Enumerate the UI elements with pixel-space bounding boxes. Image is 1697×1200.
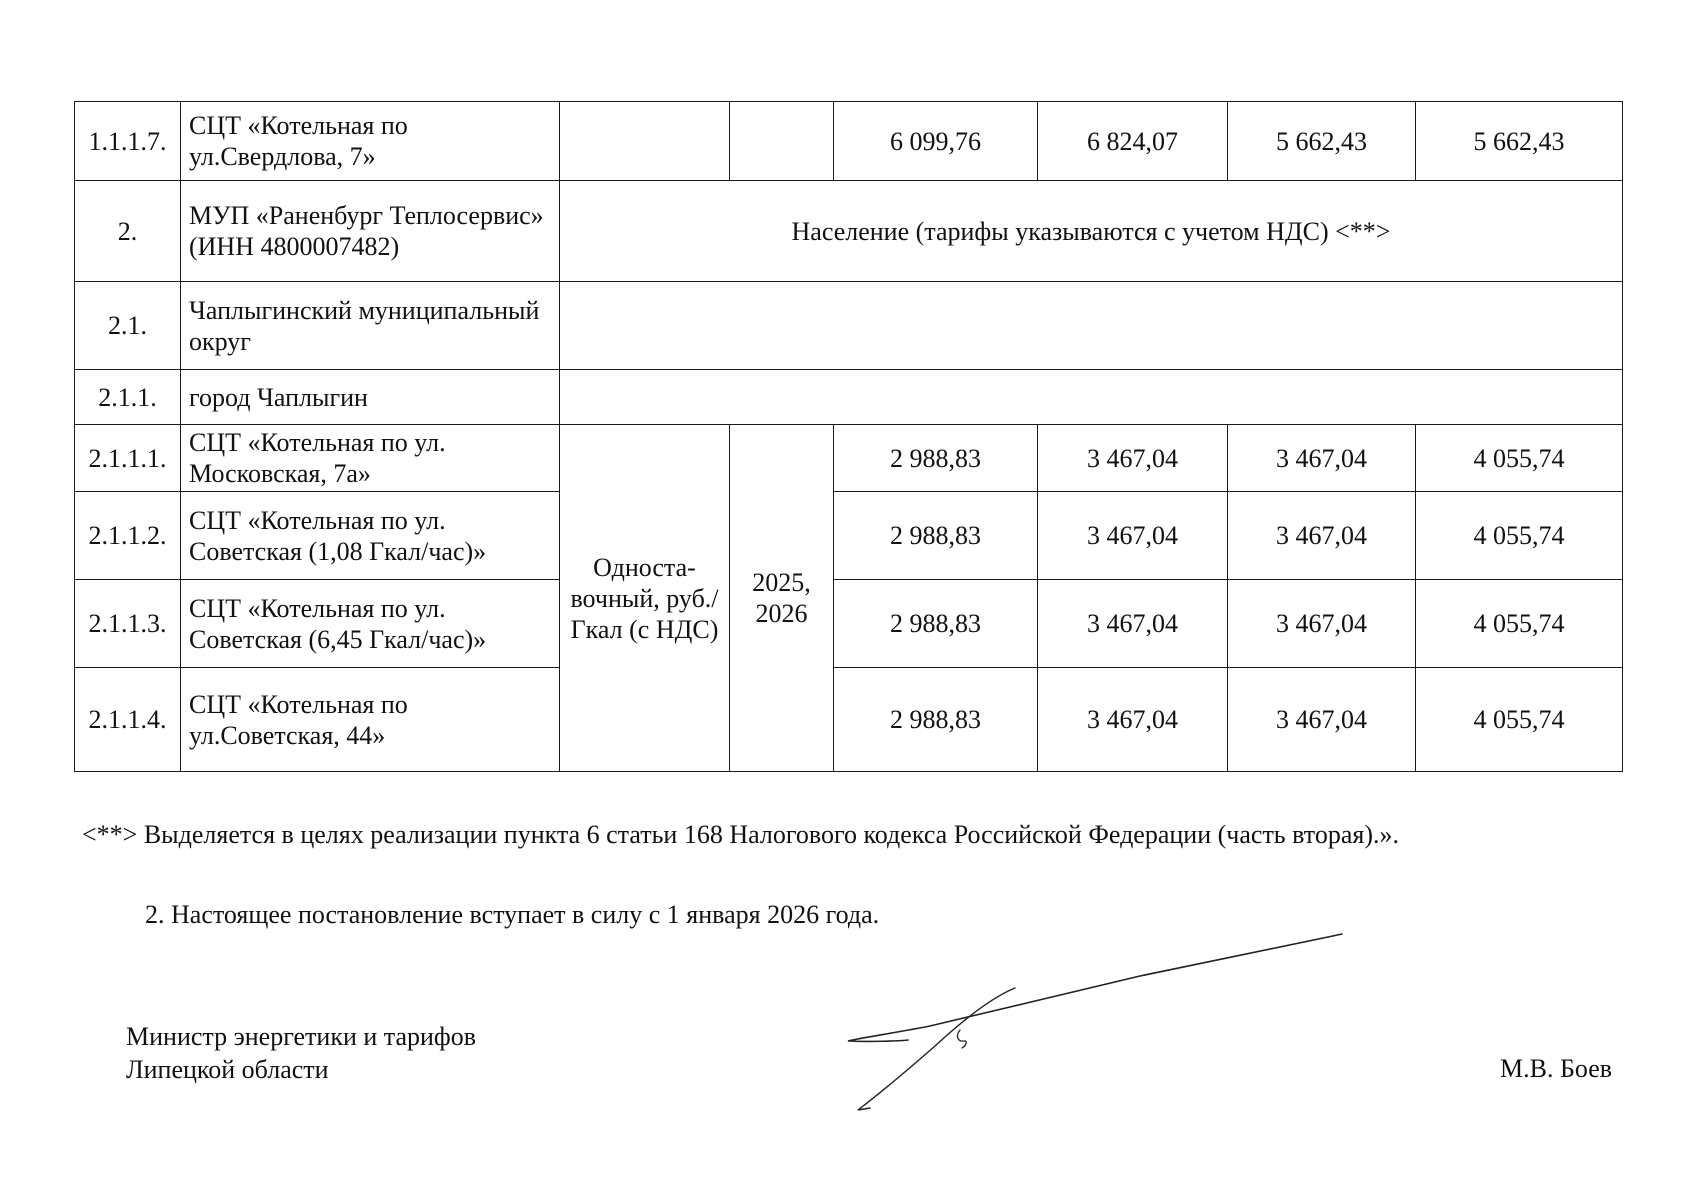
category-span-cell: Население (тарифы указываются с учетом НДС) <**>	[560, 181, 1623, 282]
tariff-value: 3 467,04	[1038, 580, 1228, 668]
tariff-value: 5 662,43	[1416, 102, 1623, 181]
tariff-table	[74, 101, 1623, 772]
row-name: город Чаплыгин	[181, 370, 560, 425]
table-row	[75, 282, 1623, 370]
tariff-value: 3 467,04	[1228, 425, 1416, 492]
row-number: 2.1.1.	[75, 370, 181, 425]
tariff-value: 3 467,04	[1228, 580, 1416, 668]
signer-name: М.В. Боев	[1500, 1054, 1613, 1083]
table-row	[75, 580, 1623, 668]
row-number: 2.1.1.4.	[75, 668, 181, 772]
signer-title-line: Липецкой области	[126, 1055, 329, 1084]
row-name: Чаплыгинский муниципальный округ	[181, 282, 560, 370]
years-cell: 2025, 2026	[730, 425, 834, 772]
row-number: 2.1.1.2.	[75, 492, 181, 580]
tariff-value: 6 099,76	[834, 102, 1038, 181]
tariff-value: 6 824,07	[1038, 102, 1228, 181]
empty-cell	[560, 102, 730, 181]
table-row	[75, 492, 1623, 580]
tariff-value: 5 662,43	[1228, 102, 1416, 181]
tariff-value: 4 055,74	[1416, 425, 1623, 492]
empty-span-cell	[560, 282, 1623, 370]
table-row	[75, 102, 1623, 181]
row-name: СЦТ «Котельная по ул. Советская (6,45 Гкал/час)»	[181, 580, 560, 668]
footnote-text: <**> Выделяется в целях реализации пункта 6 статьи 168 Налогового кодекса Российской Федерации (часть вторая).».	[82, 820, 1399, 849]
signature-image	[840, 928, 1350, 1116]
tariff-value: 3 467,04	[1038, 492, 1228, 580]
unit-cell: Односта-вочный, руб./Гкал (с НДС)	[560, 425, 730, 772]
row-name: СЦТ «Котельная по ул.Свердлова, 7»	[181, 102, 560, 181]
empty-span-cell	[560, 370, 1623, 425]
tariff-value: 3 467,04	[1228, 668, 1416, 772]
effective-date-paragraph: 2. Настоящее постановление вступает в силу с 1 января 2026 года.	[145, 900, 880, 929]
signer-title	[126, 1020, 476, 1086]
row-number: 2.	[75, 181, 181, 282]
table-row	[75, 181, 1623, 282]
row-number: 2.1.	[75, 282, 181, 370]
tariff-value: 2 988,83	[834, 580, 1038, 668]
row-number: 2.1.1.3.	[75, 580, 181, 668]
tariff-value: 4 055,74	[1416, 580, 1623, 668]
tariff-value: 3 467,04	[1038, 668, 1228, 772]
tariff-value: 4 055,74	[1416, 492, 1623, 580]
row-name: МУП «Раненбург Теплосервис» (ИНН 4800007482)	[181, 181, 560, 282]
row-name: СЦТ «Котельная по ул. Московская, 7а»	[181, 425, 560, 492]
signer-title-line: Министр энергетики и тарифов	[126, 1022, 477, 1051]
tariff-value: 3 467,04	[1038, 425, 1228, 492]
row-number: 1.1.1.7.	[75, 102, 181, 181]
tariff-value: 2 988,83	[834, 425, 1038, 492]
tariff-value: 2 988,83	[834, 668, 1038, 772]
table-row	[75, 668, 1623, 772]
tariff-value: 4 055,74	[1416, 668, 1623, 772]
table-row	[75, 370, 1623, 425]
tariff-value: 2 988,83	[834, 492, 1038, 580]
row-name: СЦТ «Котельная по ул. Советская (1,08 Гкал/час)»	[181, 492, 560, 580]
tariff-value: 3 467,04	[1228, 492, 1416, 580]
empty-cell	[730, 102, 834, 181]
row-number: 2.1.1.1.	[75, 425, 181, 492]
table-row	[75, 425, 1623, 492]
row-name: СЦТ «Котельная по ул.Советская, 44»	[181, 668, 560, 772]
